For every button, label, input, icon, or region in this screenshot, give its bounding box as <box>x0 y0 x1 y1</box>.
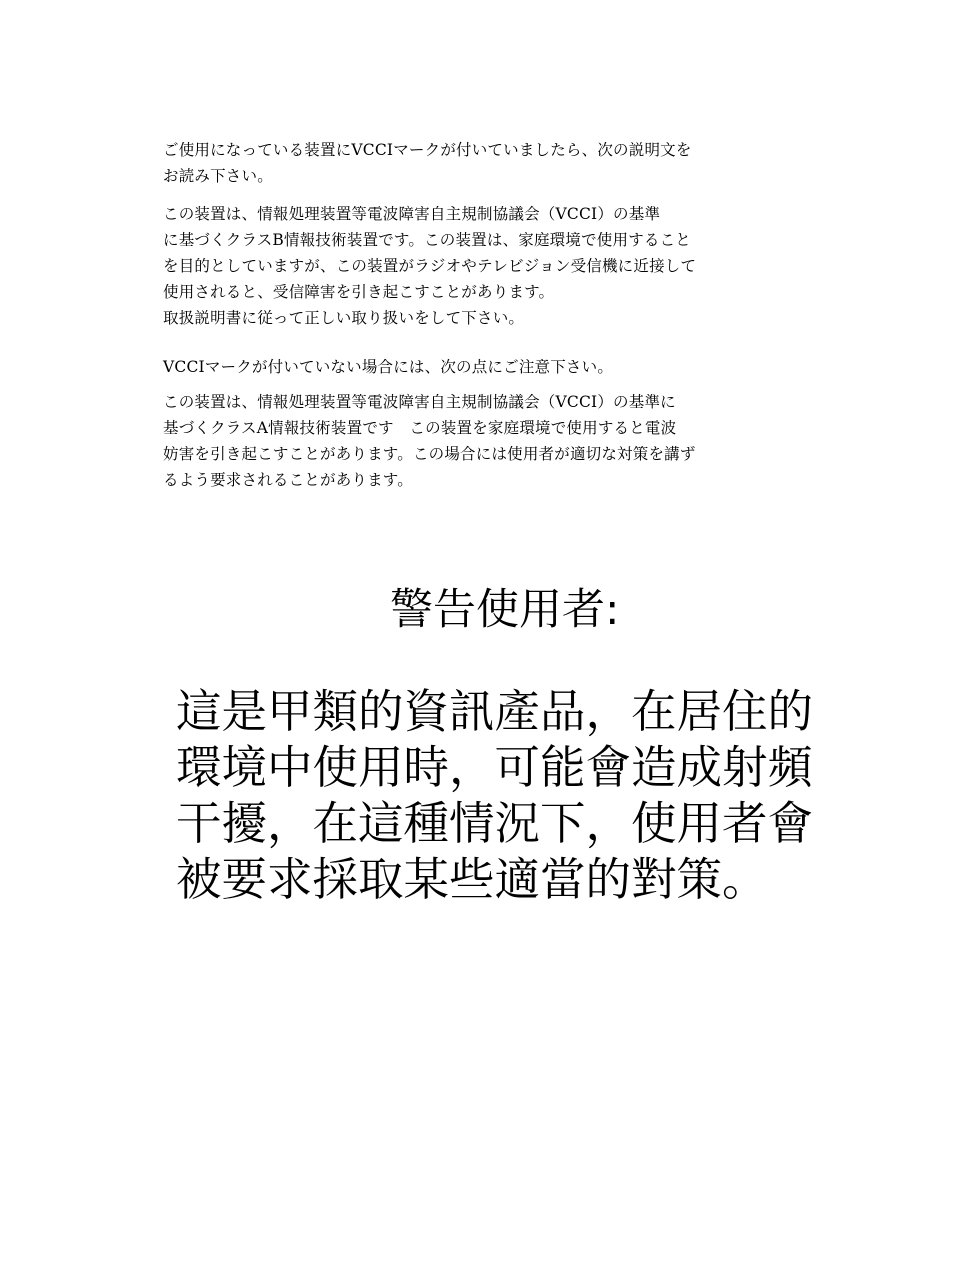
vcci-class-b-statement <box>163 201 763 331</box>
text-line: 這是甲類的資訊產品，在居住的 <box>176 685 814 738</box>
text-line: 妨害を引き起こすことがあります。この場合には使用者が適切な対策を講ず <box>163 445 696 463</box>
text-line: 被要求採取某些適當的對策。 <box>176 853 768 906</box>
text-line: この装置は、情報処理装置等電波障害自主規制協議会（VCCI）の基準 <box>163 205 661 223</box>
text-line: 基づくクラスA情報技術装置です この装置を家庭環境で使用すると電波 <box>163 419 677 437</box>
text-line: を目的としていますが、この装置がラジオやテレビジョン受信機に近接して <box>163 257 697 275</box>
taiwan-warning-title: 警告使用者: <box>390 585 620 635</box>
text-line: この装置は、情報処理装置等電波障害自主規制協議会（VCCI）の基準に <box>163 393 676 411</box>
text-line: お読み下さい。 <box>163 167 273 185</box>
text-line: 取扱説明書に従って正しい取り扱いをして下さい。 <box>163 309 525 327</box>
text-line: 使用されると、受信障害を引き起こすことがあります。 <box>163 283 555 301</box>
text-line: 環境中使用時，可能會造成射頻 <box>176 741 814 794</box>
vcci-class-a-intro <box>163 354 763 380</box>
taiwan-warning-statement <box>176 684 813 908</box>
text-line: ご使用になっている装置にVCCIマークが付いていましたら、次の説明文を <box>163 141 692 159</box>
text-line: に基づくクラスB情報技術装置です。この装置は、家庭環境で使用すること <box>163 231 691 249</box>
text-line: るよう要求されることがあります。 <box>163 471 413 489</box>
vcci-class-a-statement <box>163 389 763 493</box>
text-line: 干擾，在這種情況下，使用者會 <box>176 797 814 850</box>
vcci-class-b-intro <box>163 137 763 189</box>
text-line: VCCIマークが付いていない場合には、次の点にご注意下さい。 <box>163 358 614 376</box>
